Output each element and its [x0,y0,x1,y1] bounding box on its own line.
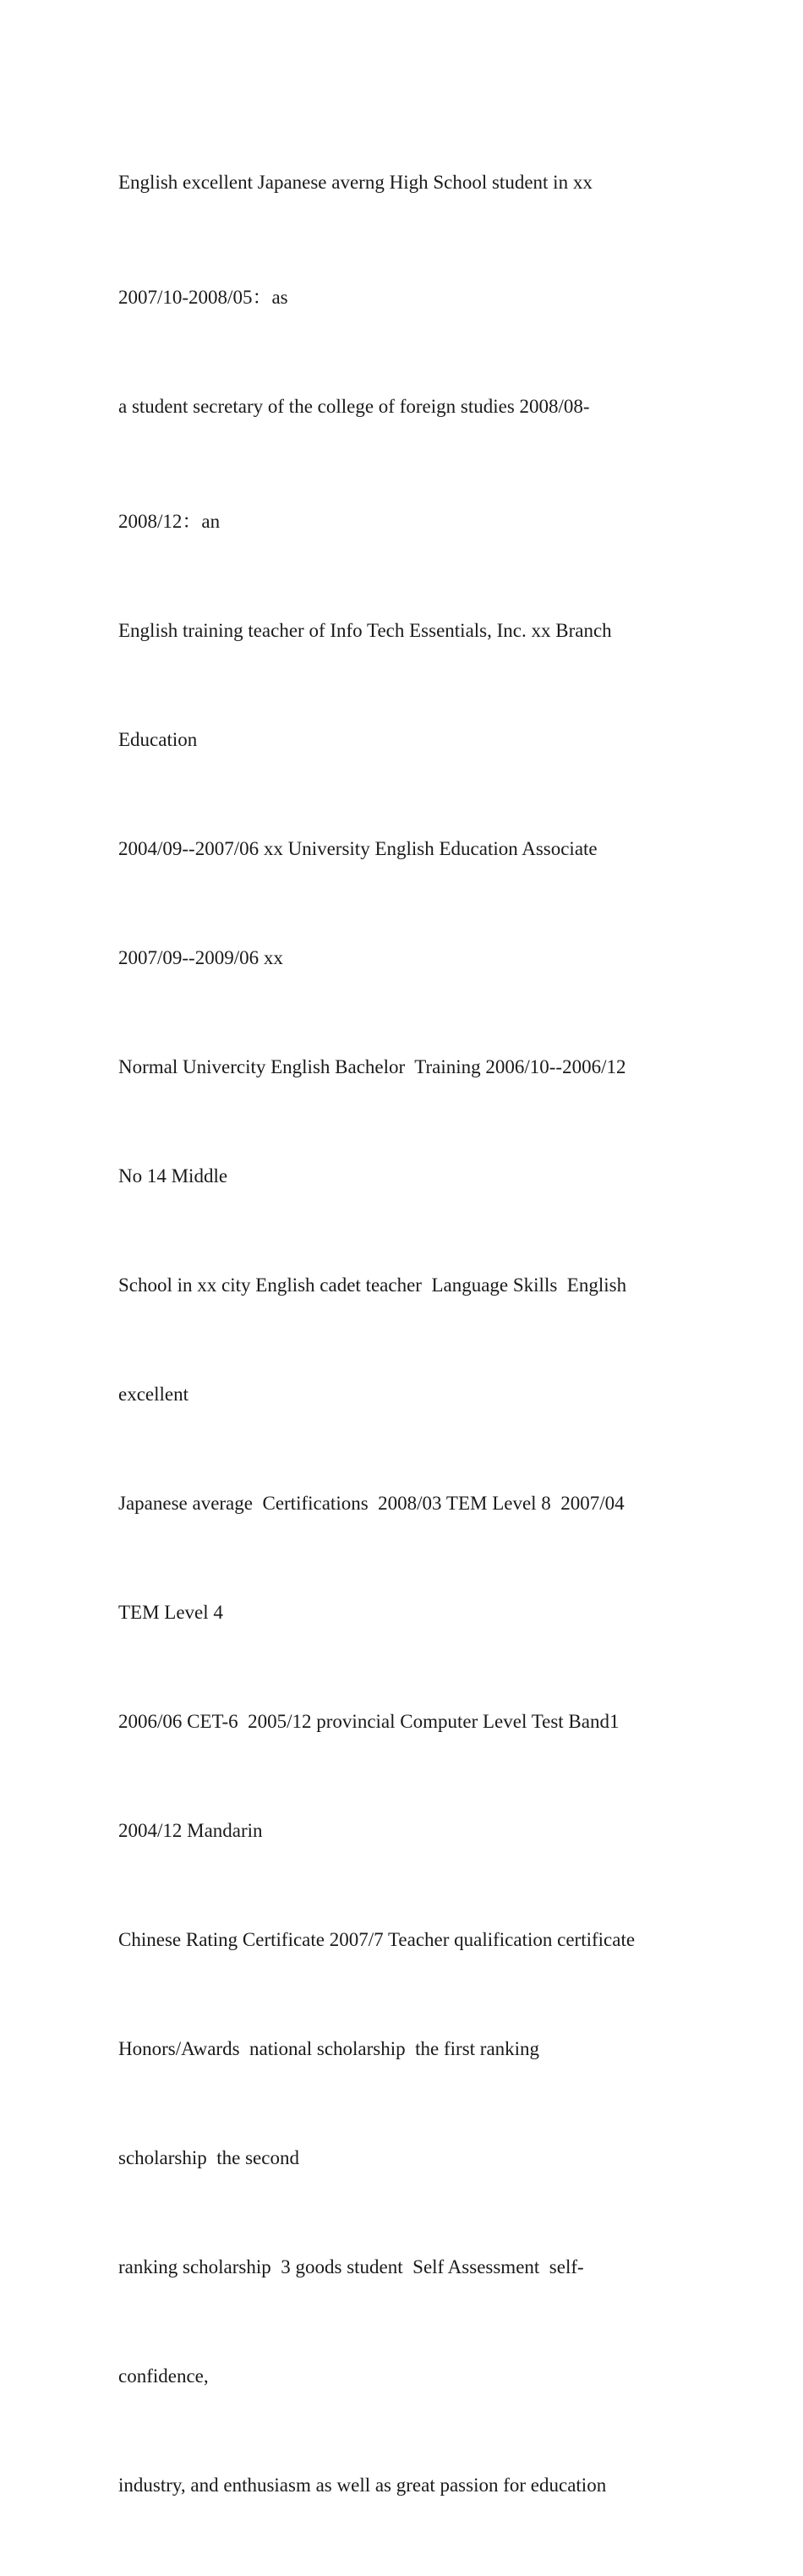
text-line: Education [118,729,198,750]
text-line: confidence, [118,2365,209,2387]
text-line: Honors/Awards national scholarship the first ranking [118,2038,540,2059]
text-line: 2008/12：an [118,511,221,532]
text-line: 2007/09--2009/06 xx [118,947,283,968]
text-line: ranking scholarship 3 goods student Self Assessment self- [118,2256,584,2277]
text-line: English training teacher of Info Tech Essentials, Inc. xx Branch [118,620,612,641]
text-line: Chinese Rating Certificate 2007/7 Teacher qualification certificate [118,1929,636,1950]
text-line: 2006/06 CET-6 2005/12 provincial Computer Level Test Band1 [118,1711,620,1732]
text-line: excellent [118,1384,189,1405]
text-line: 2007/10-2008/05：as [118,287,288,308]
text-line: scholarship the second [118,2147,299,2168]
text-line: 2004/09--2007/06 xx University English Education Associate [118,838,598,859]
text-line: English excellent Japanese averng High School student in xx [118,172,593,193]
text-line: industry, and enthusiasm as well as great passion for education [118,2475,607,2496]
text-line: Normal Univercity English Bachelor Training 2006/10--2006/12 [118,1056,626,1077]
text-line: 2004/12 Mandarin [118,1820,263,1841]
text-line: a student secretary of the college of foreign studies 2008/08- [118,396,590,417]
text-line: No 14 Middle [118,1165,228,1187]
document-body [118,91,693,2576]
text-line: Japanese average Certifications 2008/03 TEM Level 8 2007/04 [118,1493,625,1514]
text-line: TEM Level 4 [118,1602,223,1623]
text-line: School in xx city English cadet teacher Language Skills English [118,1274,627,1296]
